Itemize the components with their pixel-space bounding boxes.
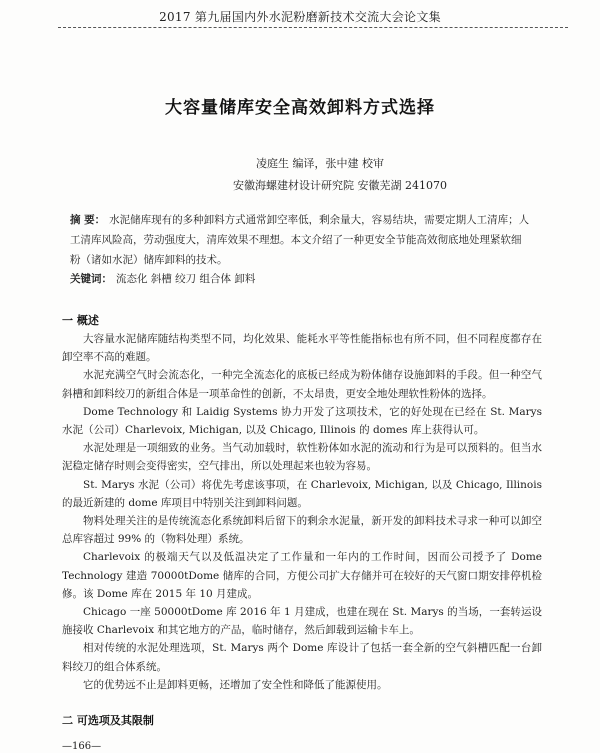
abstract (70, 210, 530, 270)
body-text (62, 330, 542, 694)
body-paragraph: 水泥充满空气时会流态化，一种完全流态化的底板已经成为粉体储存设施卸料的手段。但一种空气斜槽和卸料绞刀的新组合体是一项革命性的创新，不太昂贵，更安全地处理软性粉体的选择。 (62, 369, 542, 400)
abstract-text: 水泥储库现有的多种卸料方式通常卸空率低，剩余量大，容易结块，需要定期人工清库；人工清库风险高，劳动强度大，清库效果不理想。本文介绍了一种更安全节能高效彻底地处理紧软细粉（诸如水泥）储库卸料的技术。 (70, 214, 530, 266)
body-paragraph: St. Marys 水泥（公司）将优先考虑该事项，在 Charlevoix, Michigan, 以及 Chicago, Illinois 的最近新建的 dome 库项目中特别关注到卸料问题。 (62, 478, 542, 509)
section-heading-options: 二 可选项及其限制 (62, 714, 154, 727)
running-header: 2017 第九届国内外水泥粉磨新技术交流大会论文集 (159, 10, 441, 24)
body-paragraph: 大容量水泥储库随结构类型不同，均化效果、能耗水平等性能指标也有所不同，但不同程度都存在卸空率不高的难题。 (62, 333, 542, 364)
body-paragraph: Dome Technology 和 Laidig Systems 协力开发了这项技术，它的好处现在已经在 St. Marys 水泥（公司）Charlevoix, Michigan, 以及 Chicago, Illinois 的 domes 库上获得认可。 (62, 405, 542, 437)
body-paragraph: 相对传统的水泥处理选项，St. Marys 两个 Dome 库设计了包括一套全新的空气斜槽匹配一台卸料绞刀的组合体系统。 (62, 642, 542, 673)
keywords-text: 流态化 斜槽 绞刀 组合体 卸料 (116, 273, 256, 285)
paper-title: 大容量储库安全高效卸料方式选择 (165, 98, 435, 118)
author-line: 凌庭生 编译，张中建 校审 (256, 157, 384, 170)
page-number: —166— (62, 741, 102, 752)
section-heading-overview: 一 概述 (62, 314, 99, 327)
header-rule (58, 27, 568, 28)
body-paragraph: 物料处理关注的是传统流态化系统卸料后留下的剩余水泥量，新开发的卸料技术寻求一种可以卸空总库容超过 99% 的（物料处理）系统。 (62, 515, 542, 546)
abstract-label: 摘 要： (70, 214, 106, 226)
body-paragraph: Chicago 一座 50000tDome 库 2016 年 1 月建成，也建在现在 St. Marys 的当场，一套转运设施接收 Charlevoix 和其它地方的产品，临时储存，然后卸载到运输卡车上。 (62, 606, 542, 637)
body-paragraph: Charlevoix 的极端天气以及低温决定了工作量和一年内的工作时间，因而公司授予了 Dome Technology 建造 70000tDome 储库的合同，方便公司扩大存储并可在较好的天气窗口期安排停机检修。该 Dome 库在 2015 年 10 月建成。 (62, 551, 542, 600)
keywords-label: 关键词： (70, 273, 112, 285)
keywords (70, 270, 530, 288)
affiliation-line: 安徽海螺建材设计研究院 安徽芜湖 241070 (233, 179, 447, 192)
body-paragraph: 水泥处理是一项细致的业务。当气动加载时，软性粉体如水泥的流动和行为是可以预料的。但当水泥稳定储存时则会变得密实，空气排出，所以处理起来也较为容易。 (62, 442, 542, 473)
body-paragraph: 它的优势远不止是卸料更畅，还增加了安全性和降低了能源使用。 (83, 678, 388, 691)
